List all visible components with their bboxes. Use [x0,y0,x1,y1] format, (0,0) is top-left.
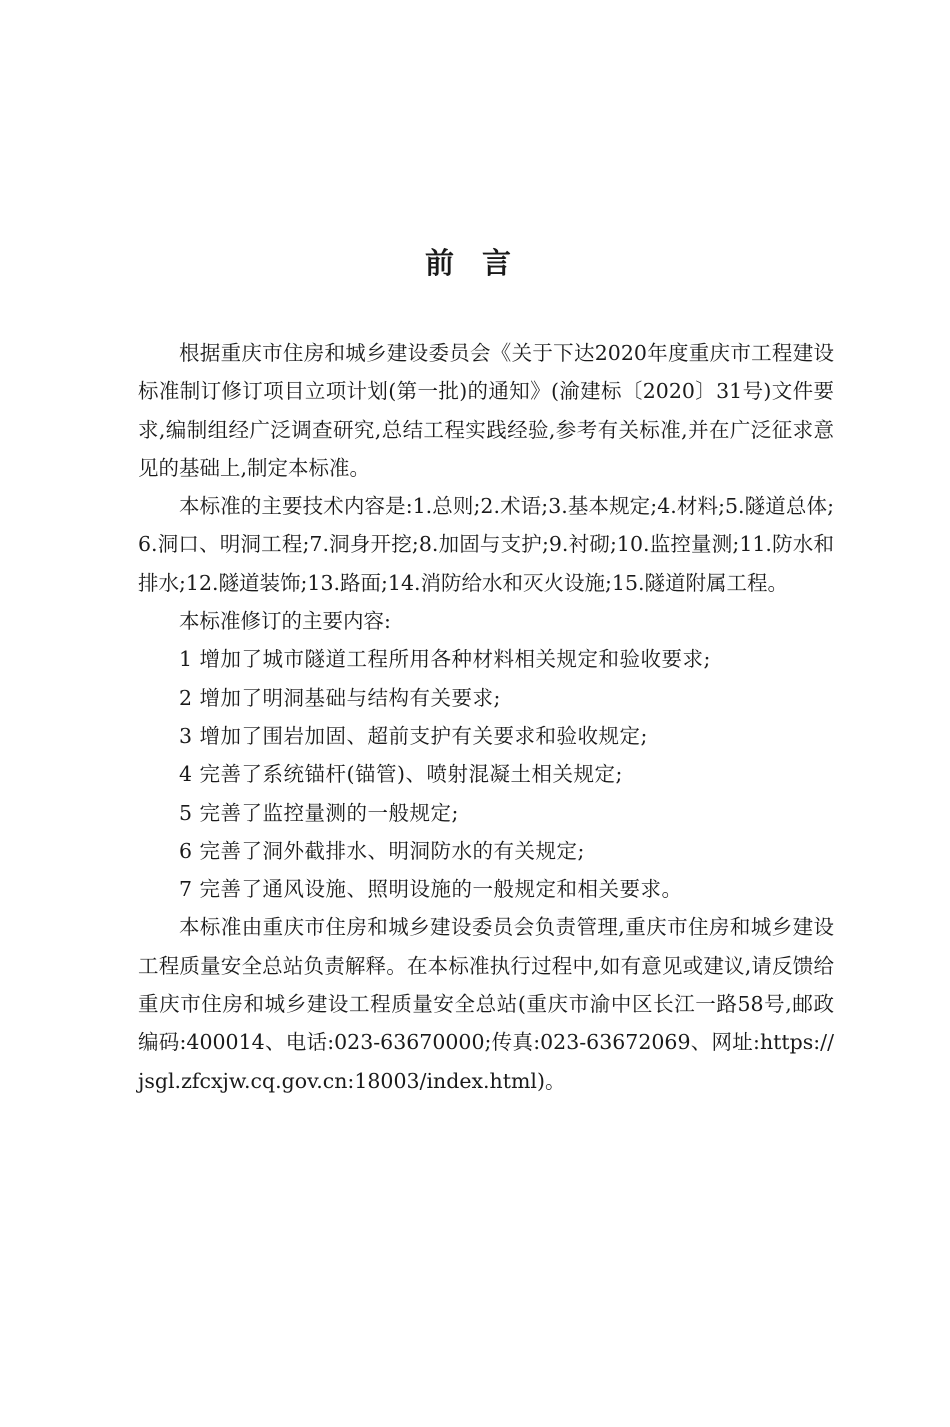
revision-item: 7 完善了通风设施、照明设施的一般规定和相关要求。 [179,877,683,902]
revision-item: 4 完善了系统锚杆(锚管)、喷射混凝土相关规定; [179,762,623,787]
paragraph-main-contents: 本标准的主要技术内容是:1.总则;2.术语;3.基本规定;4.材料;5.隧道总体;6.洞口、明洞工程;7.洞身开挖;8.加固与支护;9.衬砌;10.监控量测;11.防水和排水;12.隧道装饰;13.路面;14.消防给水和灭火设施;15.隧道附属工程。 [138,494,834,595]
paragraph-management-contact: 本标准由重庆市住房和城乡建设委员会负责管理,重庆市住房和城乡建设工程质量安全总站负责解释。在本标准执行过程中,如有意见或建议,请反馈给重庆市住房和城乡建设工程质量安全总站(重庆市渝中区长江一路58号,邮政编码:400014、电话:023-63670000;传真:023-63672069、网址:https://jsgl.zfcxjw.cq.gov.cn:18003/index.html)。 [138,915,834,1093]
page-title: 前言 [424,246,539,280]
paragraph-basis: 根据重庆市住房和城乡建设委员会《关于下达2020年度重庆市工程建设标准制订修订项目立项计划(第一批)的通知》(渝建标〔2020〕31号)文件要求,编制组经广泛调查研究,总结工程实践经验,参考有关标准,并在广泛征求意见的基础上,制定本标准。 [138,341,834,480]
revision-item: 5 完善了监控量测的一般规定; [179,800,459,825]
revision-item: 1 增加了城市隧道工程所用各种材料相关规定和验收要求; [179,647,711,672]
document-body [138,334,834,1100]
revision-item: 6 完善了洞外截排水、明洞防水的有关规定; [179,838,585,863]
revision-item: 2 增加了明洞基础与结构有关要求; [179,685,501,710]
paragraph-revision-intro: 本标准修订的主要内容: [179,609,391,634]
revision-item: 3 增加了围岩加固、超前支护有关要求和验收规定; [179,723,648,748]
